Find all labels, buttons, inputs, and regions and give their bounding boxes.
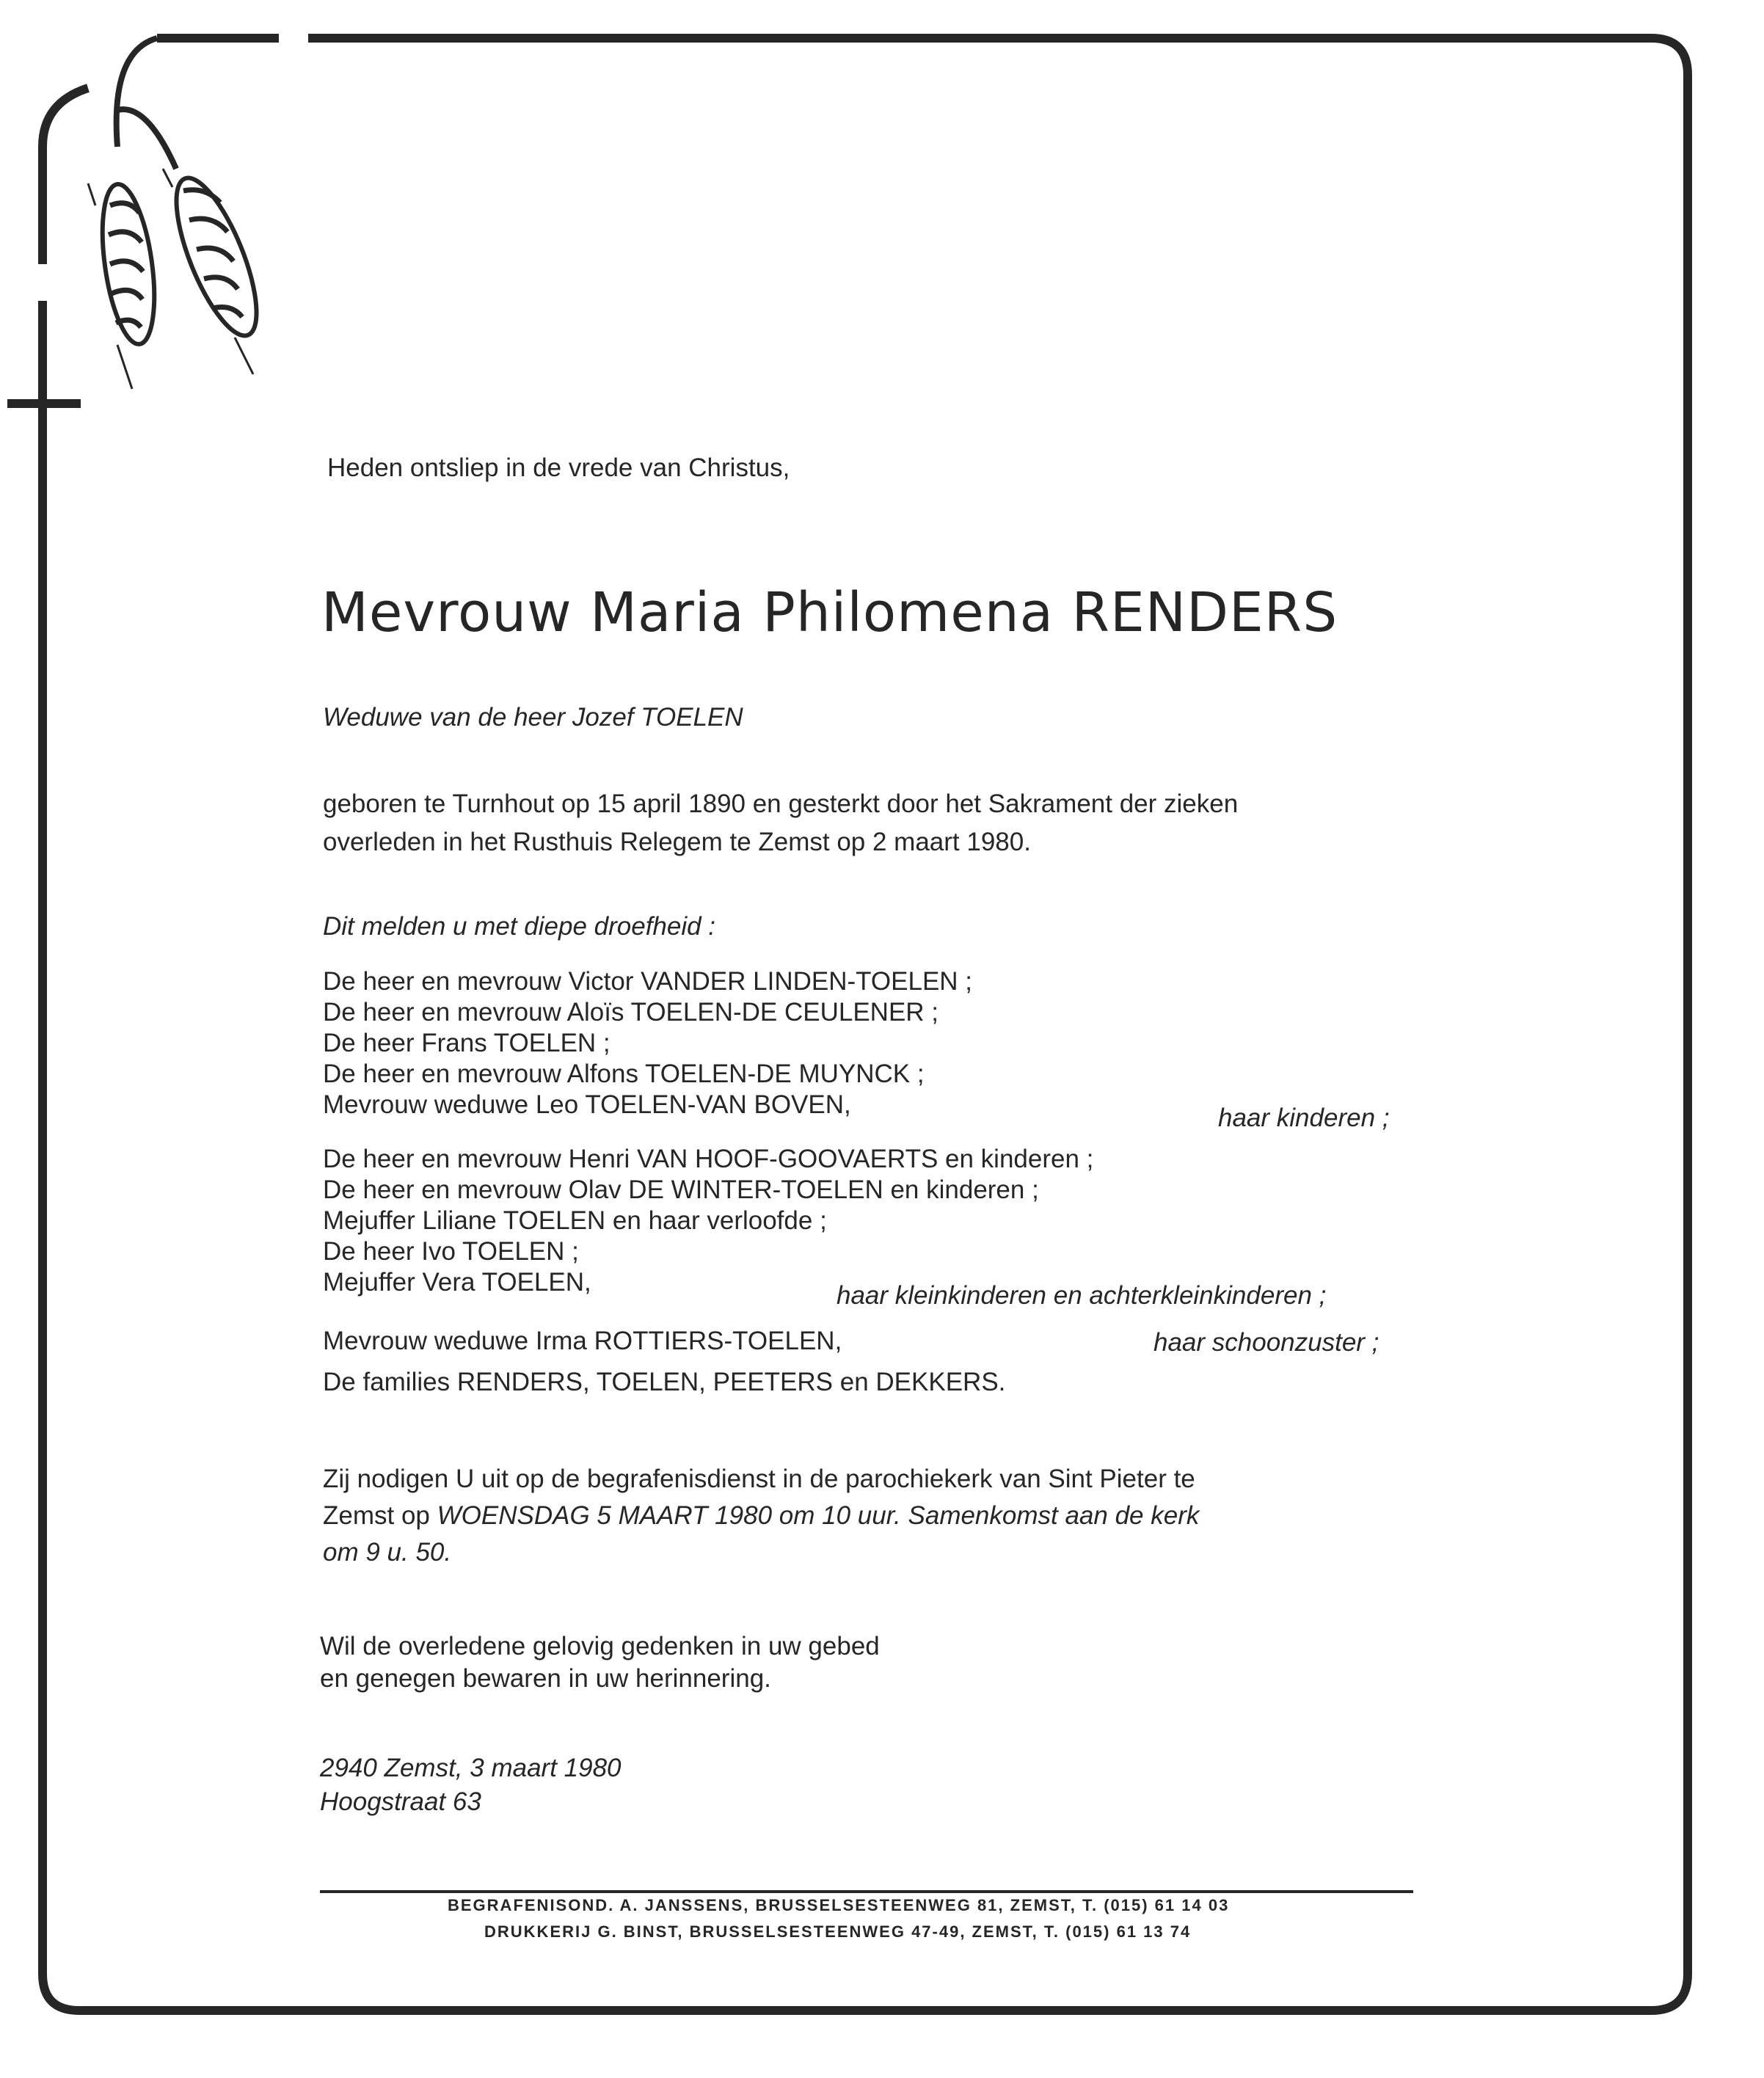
children-role: haar kinderen ;	[1218, 1104, 1390, 1132]
list-item: De heer en mevrouw Olav DE WINTER-TOELEN en kinderen ;	[323, 1175, 1039, 1204]
list-item: De heer Ivo TOELEN ;	[323, 1237, 579, 1266]
list-item: De heer en mevrouw Victor VANDER LINDEN-TOELEN ;	[323, 967, 973, 996]
invitation-line-2	[323, 1500, 1199, 1532]
list-item: De heer Frans TOELEN ;	[323, 1029, 611, 1057]
invitation-line-3: om 9 u. 50.	[323, 1538, 452, 1567]
footer-line-1: BEGRAFENISOND. A. JANSSENS, BRUSSELSESTEENWEG 81, ZEMST, T. (015) 61 14 03	[448, 1896, 1230, 1914]
wheat-ear-left-icon	[88, 181, 163, 389]
list-item: Mevrouw weduwe Leo TOELEN-VAN BOVEN,	[323, 1090, 851, 1119]
invitation-line-2-start: Zemst op	[323, 1501, 437, 1530]
list-item: Mejuffer Vera TOELEN,	[323, 1268, 591, 1297]
intro-text: Heden ontsliep in de vrede van Christus,	[327, 453, 790, 482]
announce-text: Dit melden u met diepe droefheid :	[323, 912, 716, 941]
sister-in-law: Mevrouw weduwe Irma ROTTIERS-TOELEN,	[323, 1327, 842, 1355]
grandchildren-role: haar kleinkinderen en achterkleinkinderen ;	[837, 1281, 1327, 1310]
footer-line-2: DRUKKERIJ G. BINST, BRUSSELSESTEENWEG 47-49, ZEMST, T. (015) 61 13 74	[484, 1922, 1192, 1941]
wheat-ears-icon	[117, 38, 176, 169]
birth-line-1: geboren te Turnhout op 15 april 1890 en gesterkt door het Sakrament der zieken	[323, 790, 1239, 818]
prayer-line-1: Wil de overledene gelovig gedenken in uw gebed	[320, 1632, 880, 1660]
families-line: De families RENDERS, TOELEN, PEETERS en DEKKERS.	[323, 1368, 1006, 1396]
list-item: De heer en mevrouw Alfons TOELEN-DE MUYNCK ;	[323, 1060, 925, 1088]
list-item: Mejuffer Liliane TOELEN en haar verloofde ;	[323, 1206, 827, 1235]
sister-in-law-role: haar schoonzuster ;	[1153, 1328, 1380, 1357]
birth-line-2: overleden in het Rusthuis Relegem te Zemst op 2 maart 1980.	[323, 828, 1031, 856]
list-item: De heer en mevrouw Henri VAN HOOF-GOOVAERTS en kinderen ;	[323, 1145, 1094, 1173]
list-item: De heer en mevrouw Aloïs TOELEN-DE CEULENER ;	[323, 998, 939, 1027]
widow-of: Weduwe van de heer Jozef TOELEN	[323, 703, 743, 732]
place-date: 2940 Zemst, 3 maart 1980	[320, 1754, 622, 1782]
prayer-line-2: en genegen bewaren in uw herinnering.	[320, 1664, 771, 1693]
invitation-line-1: Zij nodigen U uit op de begrafenisdienst in de parochiekerk van Sint Pieter te	[323, 1465, 1195, 1493]
address: Hoogstraat 63	[320, 1787, 481, 1816]
wheat-ear-right-icon	[161, 169, 273, 374]
invitation-date: WOENSDAG 5 MAART 1980 om 10 uur. Samenkomst aan de kerk	[437, 1501, 1200, 1530]
deceased-name: Mevrouw Maria Philomena RENDERS	[321, 581, 1338, 644]
